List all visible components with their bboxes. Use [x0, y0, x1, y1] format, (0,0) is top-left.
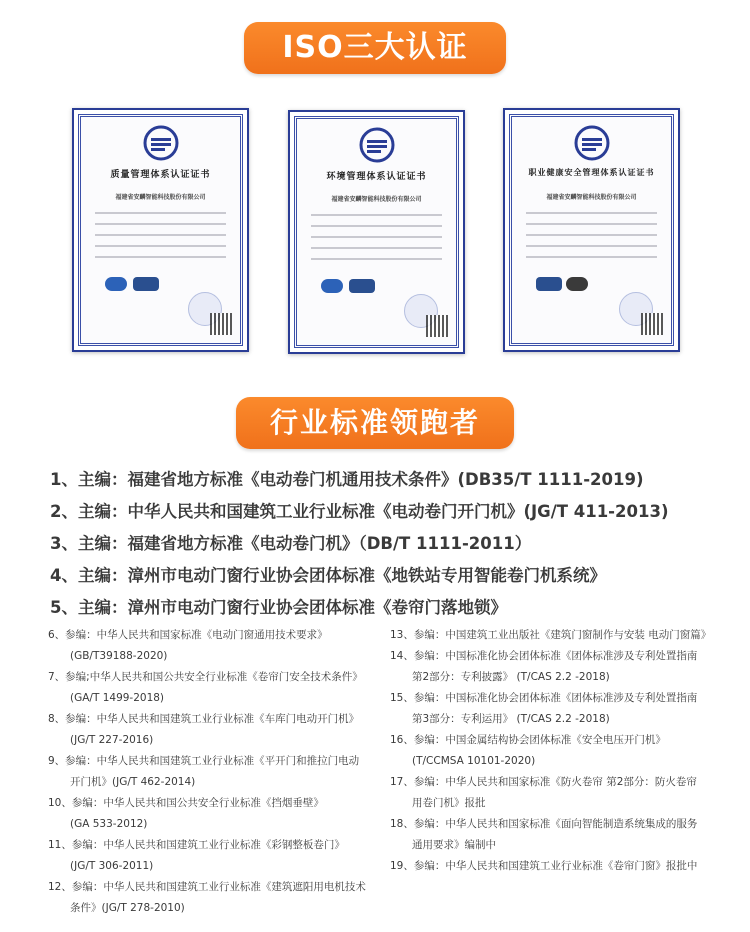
cnas-badge-icon [536, 277, 562, 291]
certificate-company: 福建省安麟智能科技股份有限公司 [331, 196, 422, 203]
qr-code-icon [641, 313, 663, 335]
iqnet-badge-icon [566, 277, 588, 291]
iso-certification-heading: ISO三大认证 [244, 22, 506, 74]
main-standards-list [50, 466, 730, 626]
list-item: 11、参编：中华人民共和国建筑工业行业标准《彩钢整板卷门》 (JG/T 306-2011) [48, 839, 345, 872]
list-item: 8、参编：中华人民共和国建筑工业行业标准《车库门电动开门机》 (JG/T 227-2016) [48, 713, 360, 746]
list-item: 12、参编：中华人民共和国建筑工业行业标准《建筑遮阳用电机技术 条件》(JG/T 278-2010) [48, 881, 366, 914]
certification-logo-icon [359, 127, 395, 163]
list-item: 15、参编：中国标准化协会团体标准《团体标准涉及专利处置指南 第3部分：专利运用》 (T/CAS 2.2 -2018) [390, 692, 698, 725]
health-safety-certificate-image [503, 108, 680, 352]
main-standard-item: 3、主编：福建省地方标准《电动卷门机》（DB/T 1111-2011） [50, 534, 532, 553]
list-item: 13、参编：中国建筑工业出版社《建筑门窗制作与安装 电动门窗篇》 [390, 629, 712, 641]
certificate-company: 福建省安麟智能科技股份有限公司 [115, 194, 206, 201]
main-standard-item: 1、主编：福建省地方标准《电动卷门机通用技术条件》(DB35/T 1111-2019) [50, 470, 644, 489]
cnas-badge-icon [349, 279, 375, 293]
certification-logo-icon [143, 125, 179, 161]
list-item: 10、参编：中华人民共和国公共安全行业标准《挡烟垂壁》 (GA 533-2012) [48, 797, 324, 830]
qr-code-icon [210, 313, 232, 335]
list-item: 7、参编;中华人民共和国公共安全行业标准《卷帘门安全技术条件》 (GA/T 1499-2018) [48, 671, 363, 704]
sub-standards-right-column [390, 625, 735, 877]
list-item: 19、参编：中华人民共和国建筑工业行业标准《卷帘门窗》报批中 [390, 860, 698, 872]
qr-code-icon [426, 315, 448, 337]
list-item: 17、参编：中华人民共和国家标准《防火卷帘 第2部分：防火卷帘 用卷门机》报批 [390, 776, 697, 809]
iaf-badge-icon [105, 277, 127, 291]
standards-heading: 行业标准领跑者 [236, 397, 514, 449]
list-item: 18、参编：中华人民共和国家标准《面向智能制造系统集成的服务 通用要求》编制中 [390, 818, 698, 851]
list-item: 16、参编：中国金属结构协会团体标准《安全电压开门机》 (T/CCMSA 10101-2020) [390, 734, 666, 767]
certificate-company: 福建省安麟智能科技股份有限公司 [546, 194, 637, 201]
cnas-badge-icon [133, 277, 159, 291]
main-standard-item: 4、主编：漳州市电动门窗行业协会团体标准《地铁站专用智能卷门机系统》 [50, 566, 606, 585]
list-item: 9、参编：中华人民共和国建筑工业行业标准《平开门和推拉门电动 开门机》(JG/T 462-2014) [48, 755, 360, 788]
main-standard-item: 5、主编：漳州市电动门窗行业协会团体标准《卷帘门落地锁》 [50, 598, 507, 617]
certificate-title: 质量管理体系认证证书 [110, 170, 211, 180]
list-item: 6、参编：中华人民共和国家标准《电动门窗通用技术要求》 (GB/T39188-2020) [48, 629, 328, 662]
quality-certificate-image [72, 108, 249, 352]
certificate-title: 环境管理体系认证证书 [326, 172, 427, 182]
list-item: 14、参编：中国标准化协会团体标准《团体标准涉及专利处置指南 第2部分：专利披露》 (T/CAS 2.2 -2018) [390, 650, 698, 683]
main-standard-item: 2、主编：中华人民共和国建筑工业行业标准《电动卷门开门机》(JG/T 411-2013) [50, 502, 669, 521]
certificate-title: 职业健康安全管理体系认证证书 [528, 168, 655, 177]
iaf-badge-icon [321, 279, 343, 293]
environment-certificate-image [288, 110, 465, 354]
certification-logo-icon [574, 125, 610, 161]
sub-standards-left-column [48, 625, 393, 919]
